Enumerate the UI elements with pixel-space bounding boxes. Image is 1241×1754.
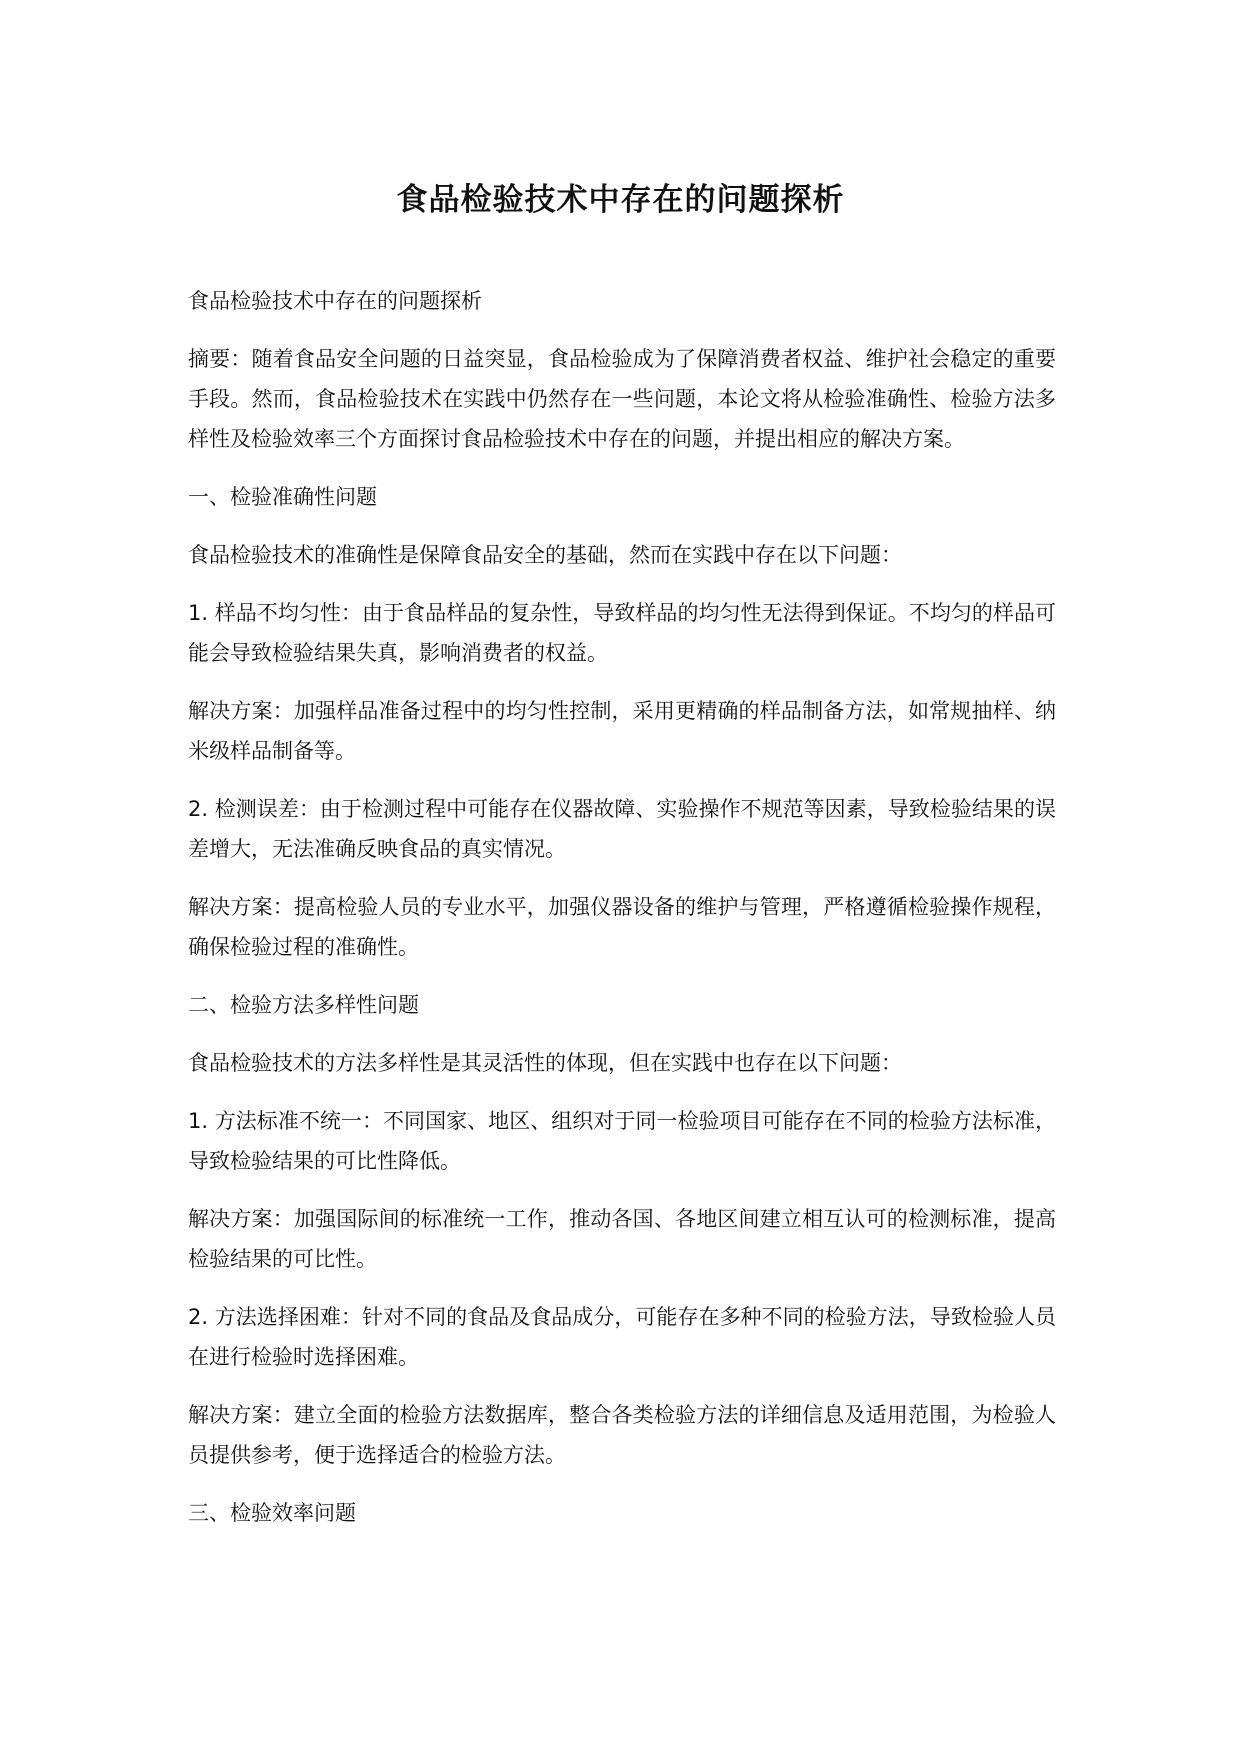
section-heading-1: 一、检验准确性问题 [188,485,377,509]
section-1-solution-2: 解决方案：提高检验人员的专业水平，加强仪器设备的维护与管理，严格遵循检验操作规程，确保检验过程的准确性。 [188,895,1056,959]
abstract-paragraph: 摘要：随着食品安全问题的日益突显，食品检验成为了保障消费者权益、维护社会稳定的重要手段。然而，食品检验技术在实践中仍然存在一些问题，本论文将从检验准确性、检验方法多样性及检验效率三个方面探讨食品检验技术中存在的问题，并提出相应的解决方案。 [188,347,1056,451]
section-2-item-2: 2. 方法选择困难：针对不同的食品及食品成分，可能存在多种不同的检验方法，导致检验人员在进行检验时选择困难。 [188,1305,1056,1369]
section-1-intro: 食品检验技术的准确性是保障食品安全的基础，然而在实践中存在以下问题： [188,543,902,567]
section-2-solution-1: 解决方案：加强国际间的标准统一工作，推动各国、各地区间建立相互认可的检测标准，提高检验结果的可比性。 [188,1207,1056,1271]
section-2-item-1: 1. 方法标准不统一：不同国家、地区、组织对于同一检验项目可能存在不同的检验方法标准，导致检验结果的可比性降低。 [188,1109,1056,1173]
document-title: 食品检验技术中存在的问题探析 [396,182,845,218]
section-heading-2: 二、检验方法多样性问题 [188,993,419,1017]
document-body [188,281,1056,1551]
subtitle-paragraph: 食品检验技术中存在的问题探析 [188,289,482,313]
section-1-item-1: 1. 样品不均匀性：由于食品样品的复杂性，导致样品的均匀性无法得到保证。不均匀的样品可能会导致检验结果失真，影响消费者的权益。 [188,601,1056,665]
section-2-intro: 食品检验技术的方法多样性是其灵活性的体现，但在实践中也存在以下问题： [188,1051,902,1075]
section-1-item-2: 2. 检测误差：由于检测过程中可能存在仪器故障、实验操作不规范等因素，导致检验结果的误差增大，无法准确反映食品的真实情况。 [188,797,1056,861]
section-2-solution-2: 解决方案：建立全面的检验方法数据库，整合各类检验方法的详细信息及适用范围，为检验人员提供参考，便于选择适合的检验方法。 [188,1403,1056,1467]
section-1-solution-1: 解决方案：加强样品准备过程中的均匀性控制，采用更精确的样品制备方法，如常规抽样、纳米级样品制备等。 [188,699,1056,763]
section-heading-3: 三、检验效率问题 [188,1501,356,1525]
